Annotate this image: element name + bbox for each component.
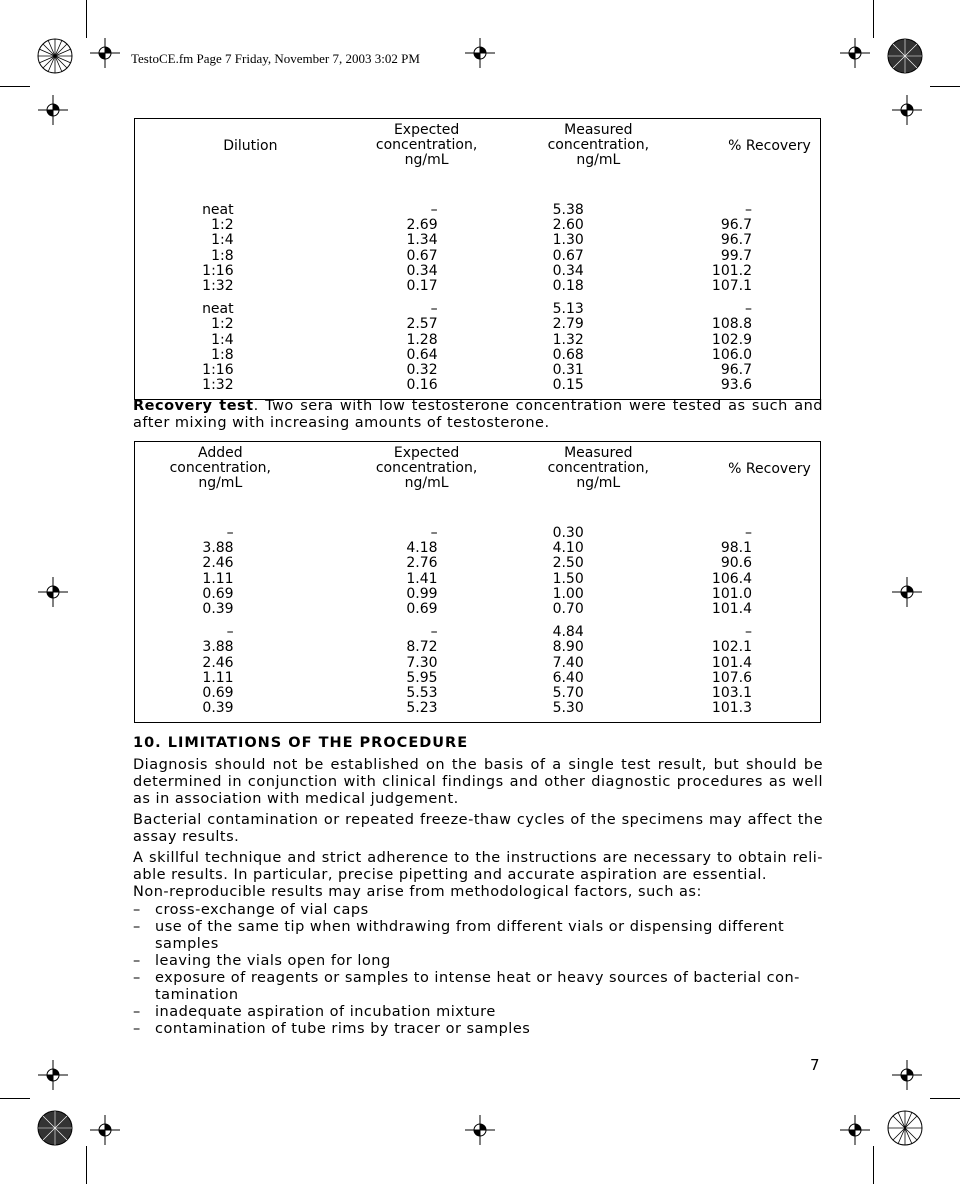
file-header: TestoCE.fm Page 7 Friday, November 7, 2003 3:02 PM [131, 51, 420, 66]
list-item-text: inadequate aspiration of incubation mixture [155, 1004, 496, 1020]
added-cell: – 3.88 2.46 1.11 0.69 0.39 [202, 525, 234, 618]
paragraph: Bacterial contamination or repeated freeze-thaw cycles of the specimens may affect the assay results. [133, 812, 823, 845]
dash-bullet: – [133, 902, 141, 918]
expected-cell: – 8.72 7.30 5.95 5.53 5.23 [406, 624, 438, 717]
crop-line [873, 1146, 874, 1184]
dilution-table [134, 118, 821, 400]
recovery-cell: – 96.7 96.7 99.7 101.2 107.1 [711, 202, 752, 295]
list-item [133, 902, 823, 919]
measured-cell: 4.84 8.90 7.40 6.40 5.70 5.30 [552, 624, 584, 717]
crosshair-mark-icon [840, 38, 870, 68]
crosshair-mark-icon [90, 38, 120, 68]
dash-bullet: – [133, 970, 141, 986]
paragraph: Diagnosis should not be established on the basis of a single test result, but should be determined in conjunction with clinical findings and other diagnostic procedures as well as in association with medical judgement. [133, 757, 823, 807]
limitations-section [133, 735, 823, 1038]
crosshair-mark-icon [892, 1060, 922, 1090]
table-header-row [135, 442, 821, 519]
registration-starburst-icon [887, 38, 923, 74]
crosshair-mark-icon [892, 95, 922, 125]
crosshair-mark-icon [840, 1115, 870, 1145]
table-row [135, 617, 821, 723]
crop-line [0, 1098, 30, 1099]
crop-line [0, 86, 30, 87]
column-header: Expected concentration, ng/mL [375, 122, 478, 169]
caption-title: Recovery test [133, 398, 254, 414]
crosshair-mark-icon [892, 577, 922, 607]
caption-text: . Two sera with low testosterone concentration were tested as such and after mixing with increasing amounts of testosterone. [133, 398, 823, 431]
list-item-text: contamination of tube rims by tracer or samples [155, 1021, 531, 1037]
list-item-text: leaving the vials open for long [155, 953, 391, 969]
recovery-cell: – 102.1 101.4 107.6 103.1 101.3 [711, 624, 752, 717]
crop-line [873, 0, 874, 38]
column-header: Measured concentration, ng/mL [547, 445, 649, 492]
recovery-cell: – 98.1 90.6 106.4 101.0 101.4 [711, 525, 752, 618]
table-header-row [135, 119, 821, 196]
registration-starburst-icon [887, 1110, 923, 1146]
crosshair-mark-icon [38, 577, 68, 607]
recovery-test-caption [133, 398, 823, 432]
registration-starburst-icon [37, 38, 73, 74]
column-header: Added concentration, ng/mL [169, 445, 271, 492]
dash-bullet: – [133, 1004, 141, 1020]
list-item [133, 919, 823, 953]
measured-cell: 5.13 2.79 1.32 0.68 0.31 0.15 [552, 301, 584, 394]
crosshair-mark-icon [38, 95, 68, 125]
list-item-text: use of the same tip when withdrawing from different vials or dispensing different samples [155, 919, 785, 952]
list-item-text: cross-exchange of vial caps [155, 902, 369, 918]
column-header: Expected concentration, ng/mL [375, 445, 478, 492]
expected-cell: – 2.69 1.34 0.67 0.34 0.17 [406, 202, 438, 295]
crosshair-mark-icon [90, 1115, 120, 1145]
crosshair-mark-icon [465, 1115, 495, 1145]
section-title: 10. LIMITATIONS OF THE PROCEDURE [133, 735, 469, 751]
dash-bullet: – [133, 1021, 141, 1037]
expected-cell: – 2.57 1.28 0.64 0.32 0.16 [406, 301, 438, 394]
paragraph: Non-reproducible results may arise from methodological factors, such as: [133, 884, 702, 900]
recovery-table [134, 441, 821, 723]
measured-cell: 0.30 4.10 2.50 1.50 1.00 0.70 [552, 525, 584, 618]
crop-line [86, 1146, 87, 1184]
crop-line [930, 86, 960, 87]
table-row [135, 195, 821, 294]
measured-cell: 5.38 2.60 1.30 0.67 0.34 0.18 [552, 202, 584, 295]
paragraph: A skillful technique and strict adherence to the instructions are necessary to obtain reli-able results. In particular, precise pipetting and accurate aspiration are essential. [133, 850, 823, 883]
column-header: Dilution [223, 138, 278, 154]
column-header: % Recovery [728, 138, 811, 154]
column-header: Measured concentration, ng/mL [547, 122, 650, 169]
list-item [133, 1021, 823, 1038]
column-header: % Recovery [728, 461, 811, 477]
list-item [133, 953, 823, 970]
factor-list [133, 902, 823, 1038]
crosshair-mark-icon [465, 38, 495, 68]
dilution-cell: neat 1:2 1:4 1:8 1:16 1:32 [202, 301, 234, 394]
added-cell: – 3.88 2.46 1.11 0.69 0.39 [202, 624, 234, 717]
crop-line [86, 0, 87, 38]
expected-cell: – 4.18 2.76 1.41 0.99 0.69 [406, 525, 438, 618]
dilution-cell: neat 1:2 1:4 1:8 1:16 1:32 [202, 202, 234, 295]
recovery-cell: – 108.8 102.9 106.0 96.7 93.6 [711, 301, 752, 394]
list-item-text: exposure of reagents or samples to intense heat or heavy sources of bacterial con-tamination [155, 970, 800, 1003]
registration-starburst-icon [37, 1110, 73, 1146]
table-row [135, 518, 821, 617]
dash-bullet: – [133, 953, 141, 969]
dash-bullet: – [133, 919, 141, 935]
page-number: 7 [810, 1056, 820, 1074]
list-item [133, 970, 823, 1004]
crop-line [930, 1098, 960, 1099]
table-row [135, 294, 821, 400]
crosshair-mark-icon [38, 1060, 68, 1090]
list-item [133, 1004, 823, 1021]
